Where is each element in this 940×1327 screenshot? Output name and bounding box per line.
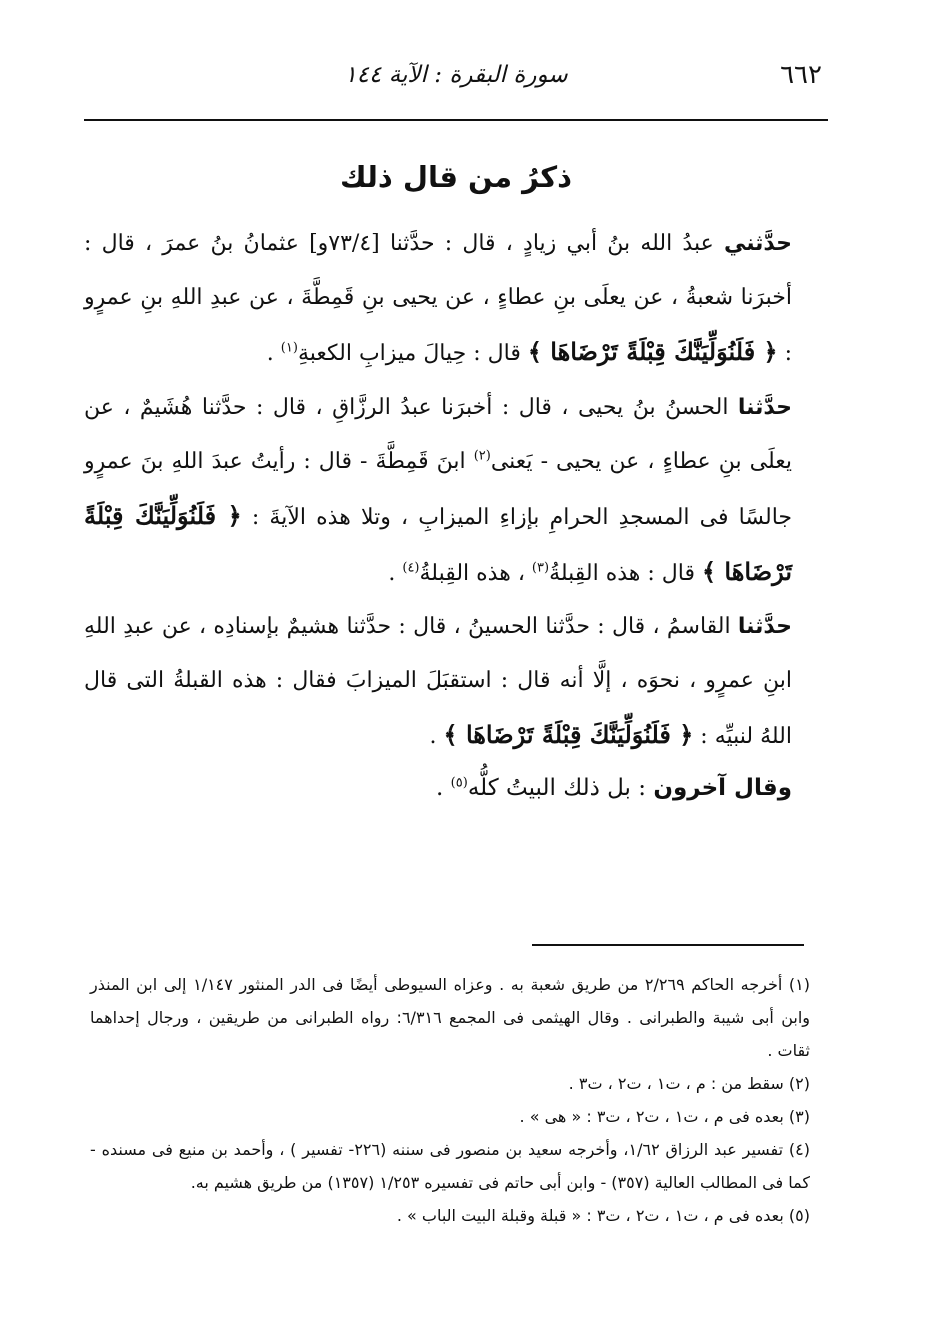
footnote-3: (٣) بعده فى م ، ت١ ، ت٢ ، ت٣ : « هى » . [519, 1107, 810, 1126]
footnote-2: (٢) سقط من : م ، ت١ ، ت٢ ، ت٣ . [568, 1074, 810, 1093]
quran-verse: ﴿ فَلَنُوَلِّيَنَّكَ قِبْلَةً تَرْضَاهَا ﴾ [527, 337, 778, 366]
quran-verse: ﴿ فَلَنُوَلِّيَنَّكَ قِبْلَةً تَرْضَاهَا ﴾ [443, 720, 694, 749]
paragraph-text: ، هذه القِبلةُ [419, 561, 532, 586]
paragraph-text: . [266, 341, 281, 366]
section-heading: ذكرُ من قال ذلك [340, 160, 572, 194]
footnote-ref: (٣) [531, 560, 550, 576]
paragraph-3 [84, 600, 792, 764]
paragraph-text: . [436, 775, 451, 801]
paragraph-text: : بل ذلك البيتُ كلُّه [467, 775, 654, 801]
paragraph-lead: وقال آخرون [653, 775, 792, 801]
paragraph-text: قال : حِيالَ ميزابِ الكعبةِ [297, 341, 528, 366]
paragraph-text: . [429, 724, 444, 749]
header-rule [84, 119, 828, 121]
paragraph-4 [84, 761, 792, 815]
paragraph-text: القاسمُ ، قال : حدَّثنا الحسينُ ، قال : حدَّثنا هشيمٌ بإسنادِه ، عن عبدِ اللهِ ابنِ عمرٍو ، نحوَه ، إلَّا أنه قال : استقبَلَ الميزابَ فقال : هذه القبلةُ التى قال اللهُ لنبيِّه : [84, 614, 792, 749]
footnote-ref: (٤) [402, 560, 420, 576]
paragraph-lead: حدَّثني [723, 231, 792, 256]
paragraph-1 [84, 217, 792, 381]
paragraph-2 [84, 381, 792, 601]
footnote-ref: (٢) [473, 448, 491, 464]
footnote-rule [532, 944, 804, 946]
page-number: ٦٦٢ [780, 60, 822, 90]
quran-verse: ﴿ فَلَنُوَلِّيَنَّكَ قِبْلَةً تَرْضَاهَا ﴾ [84, 501, 792, 586]
paragraph-lead: حدَّثنا [737, 395, 792, 420]
paragraph-text: ابنَ قَمِطَّةَ - قال : رأيتُ عبدَ اللهِ بنَ عمرٍو جالسًا فى المسجدِ الحرامِ بإزاءِ الميزابِ ، وتلا هذه الآيةَ : [84, 449, 793, 530]
running-title: سورة البقرة : الآية ١٤٤ [344, 62, 568, 88]
paragraph-text: . [388, 561, 403, 586]
paragraph-text: الحسنُ بنُ يحيى ، قال : أخبرَنا عبدُ الرزَّاقِ ، قال : حدَّثنا هُشَيمٌ ، عن يعلَى بنِ عطاءٍ ، عن يحيى - يَعنى [84, 395, 792, 474]
footnote-1: (١) أخرجه الحاكم ٢/٢٦٩ من طريق شعبة به . وعزاه السيوطى أيضًا فى الدر المنثور ١/١٤٧ إلى ابن المنذر وابن أبى شيبة والطبرانى . وقال الهيثمى فى المجمع ٦/٣١٦: رواه الطبرانى من طريقين ، ورجال إحداهما ثقات . [90, 975, 811, 1060]
running-head [90, 58, 822, 98]
footnote-ref: (٥) [450, 775, 468, 791]
paragraph-text: قال : هذه القِبلةُ [549, 561, 702, 586]
paragraph-lead: حدَّثنا [737, 614, 792, 639]
paragraph-text: عبدُ الله بنُ أبي زيادٍ ، قال : حدَّثنا [٧٣/٤و] عثمانُ بنُ عمرَ ، قال : أخبرَنا شعبةُ ، عن يعلَى بنِ عطاءٍ ، عن يحيى بنِ قَمِطَّةَ ، عن عبدِ اللهِ بنِ عمرٍو : [84, 231, 792, 366]
footnote-5: (٥) بعده فى م ، ت١ ، ت٢ ، ت٣ : « قبلة وقبلة البيت الباب » . [396, 1206, 810, 1225]
footnote-4: (٤) تفسير عبد الرزاق ١/٦٢، وأخرجه سعيد بن منصور فى سننه (٢٢٦- تفسير ) ، وأحمد بن منيع فى مسنده - كما فى المطالب العالية (٣٥٧) - وابن أبى حاتم فى تفسيره ١/٢٥٣ (١٣٥٧) من طريق هشيم به. [90, 1140, 810, 1192]
footnotes [90, 968, 810, 1232]
footnote-ref: (١) [280, 340, 298, 356]
